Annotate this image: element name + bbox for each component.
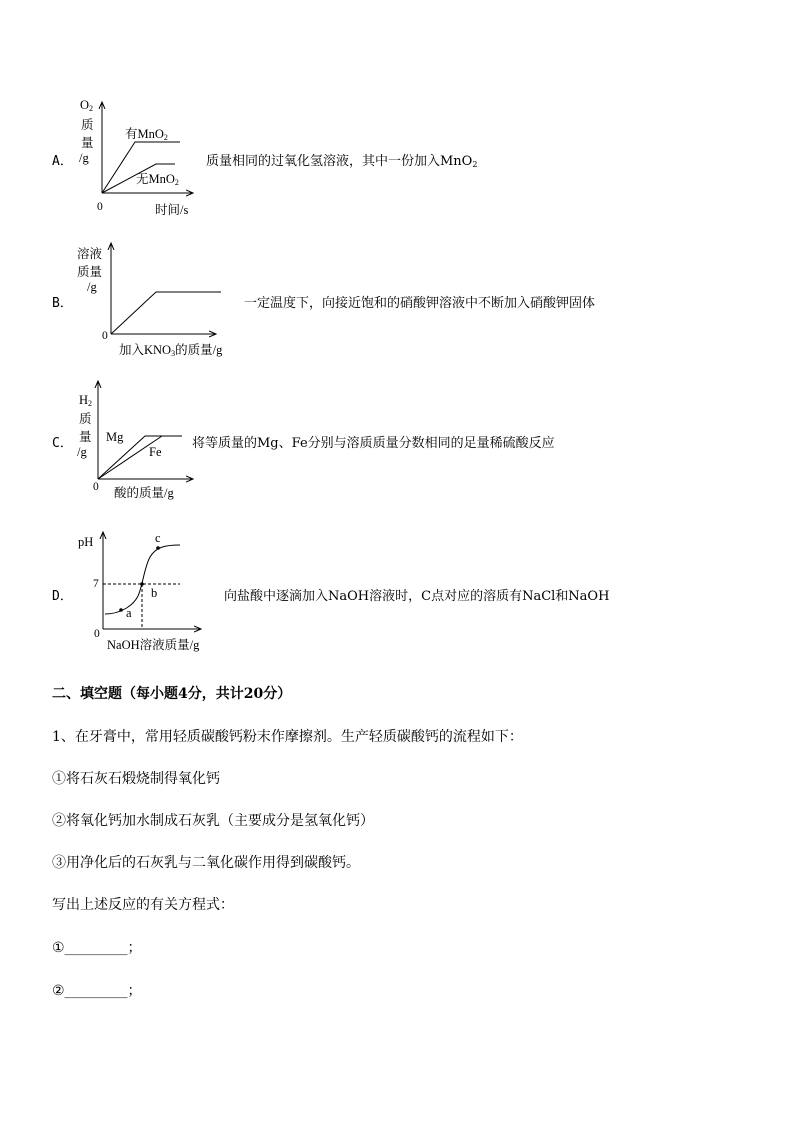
option-c-description: 将等质量的Mg、Fe分别与溶质质量分数相同的足量稀硫酸反应: [192, 436, 555, 451]
graph-b-y-unit: /g: [87, 280, 97, 294]
section-heading: 二、填空题（每小题4分，共计20分）: [52, 686, 292, 702]
graph-a-x-label: 时间/s: [155, 203, 189, 217]
graph-d-point-c: [156, 546, 160, 550]
answer-blank-2[interactable]: ②_________；: [52, 983, 142, 999]
question-1-prompt: 写出上述反应的有关方程式：: [52, 897, 234, 913]
graph-a-y-label-3: 量: [81, 136, 94, 150]
graph-c-y-label: $H_2$: [79, 393, 93, 408]
graph-d-ph-curve: [105, 545, 180, 614]
graph-d-y-tick-7: 7: [93, 578, 99, 590]
graph-c-series-fe-label: Fe: [149, 445, 162, 459]
graph-c-y-label-3: 量: [79, 430, 92, 444]
answer-blank-1[interactable]: ①_________；: [52, 940, 142, 956]
question-1-step-3: ③用净化后的石灰乳与二氧化碳作用得到碳酸钙。: [52, 855, 360, 871]
graph-d-x-label: NaOH溶液质量/g: [107, 638, 200, 652]
graph-d-y-label: pH: [78, 535, 94, 549]
graph-d-point-b: [140, 582, 144, 586]
graph-c-x-label: 酸的质量/g: [114, 486, 174, 500]
option-d-letter: D．: [52, 589, 73, 604]
graph-c-origin: 0: [93, 481, 99, 493]
graph-c-y-label-2: 质: [79, 412, 92, 426]
graph-d-point-a: [119, 608, 123, 612]
option-c-letter: C．: [52, 436, 73, 451]
graph-d-point-a-label: a: [126, 606, 132, 620]
graph-b-origin: 0: [102, 330, 108, 342]
graph-a-lower-curve-label: 无MnO$_2$: [136, 172, 179, 187]
graph-a-origin: 0: [97, 201, 103, 213]
graph-a-y-label: $O_2$: [80, 98, 94, 113]
graph-d-origin: 0: [94, 628, 100, 640]
question-1-step-2: ②将氧化钙加水制成石灰乳（主要成分是氢氧化钙）: [52, 813, 374, 829]
graph-a-y-label-2: 质: [81, 118, 94, 132]
graph-d-point-c-label: c: [155, 531, 161, 545]
graph-b-y-label-1: 溶液: [77, 247, 103, 261]
option-d-description: 向盐酸中逐滴加入NaOH溶液时，C点对应的溶质有NaCl和NaOH: [224, 589, 610, 604]
graph-a-y-unit: /g: [79, 151, 89, 165]
option-a-description: 质量相同的过氧化氢溶液，其中一份加入MnO$_2$: [206, 154, 478, 169]
question-1-step-1: ①将石灰石煅烧制得氧化钙: [52, 771, 220, 787]
option-b-description: 一定温度下，向接近饱和的硝酸钾溶液中不断加入硝酸钾固体: [244, 296, 596, 311]
graph-d-point-b-label: b: [151, 586, 158, 600]
graph-c-y-unit: /g: [77, 445, 87, 459]
question-1-stem: 1、在牙膏中，常用轻质碳酸钙粉末作摩擦剂。生产轻质碳酸钙的流程如下：: [52, 729, 523, 745]
option-a-letter: A．: [52, 154, 73, 169]
graph-c-series-mg-label: Mg: [106, 430, 124, 444]
graph-b-y-label-2: 质量: [77, 265, 103, 279]
graph-b-x-label: 加入$KNO_3$的质量/g: [119, 343, 223, 358]
option-b-letter: B．: [52, 296, 73, 311]
graph-a-upper-curve-label: 有MnO$_2$: [125, 127, 168, 142]
